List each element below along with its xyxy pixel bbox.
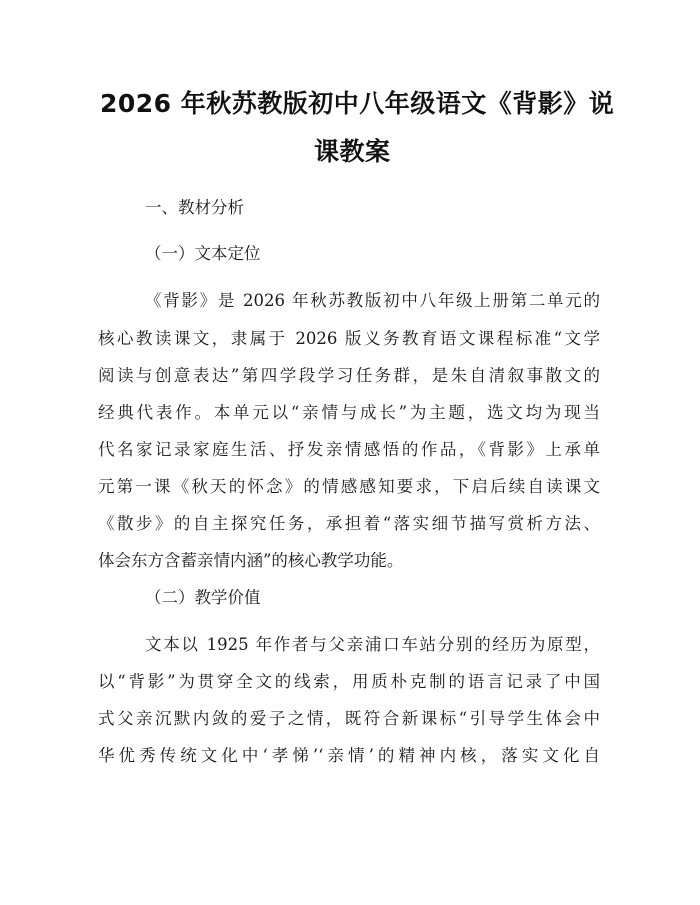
document-title-line-2: 课教案 xyxy=(314,137,391,166)
paragraph-line: 式父亲沉默内敛的爱子之情，既符合新课标“引导学生体会中 xyxy=(98,709,600,728)
paragraph-line: 文本以 1925 年作者与父亲浦口车站分别的经历为原型， xyxy=(145,635,600,654)
subsection-heading-teaching-value: （二）教学价值 xyxy=(145,588,261,607)
paragraph-line: 阅读与创意表达”第四学段学习任务群，是朱自清叙事散文的 xyxy=(98,366,600,385)
paragraph-line: 体会东方含蓄亲情内涵”的核心教学功能。 xyxy=(98,551,404,570)
paragraph-line: 华优秀传统文化中‘孝悌’‘亲情’的精神内核，落实文化自 xyxy=(98,746,600,765)
paragraph-line: 以“背影”为贯穿全文的线索，用质朴克制的语言记录了中国 xyxy=(98,672,600,691)
paragraph-line: 《散步》的自主探究任务，承担着“落实细节描写赏析方法、 xyxy=(98,514,600,533)
paragraph-line: 元第一课《秋天的怀念》的情感感知要求，下启后续自读课文 xyxy=(98,477,600,496)
subsection-heading-text-positioning: （一）文本定位 xyxy=(145,244,261,263)
paragraph-line: 《背影》是 2026 年秋苏教版初中八年级上册第二单元的 xyxy=(145,291,600,310)
section-heading-teaching-material-analysis: 一、教材分析 xyxy=(145,198,244,217)
document-title-line-1: 2026 年秋苏教版初中八年级语文《背影》说 xyxy=(100,89,615,118)
paragraph-line: 经典代表作。本单元以“亲情与成长”为主题，选文均为现当 xyxy=(98,403,600,422)
paragraph-line: 代名家记录家庭生活、抒发亲情感悟的作品，《背影》上承单 xyxy=(98,440,600,459)
paragraph-line: 核心教读课文，隶属于 2026 版义务教育语文课程标准“文学 xyxy=(98,329,600,348)
